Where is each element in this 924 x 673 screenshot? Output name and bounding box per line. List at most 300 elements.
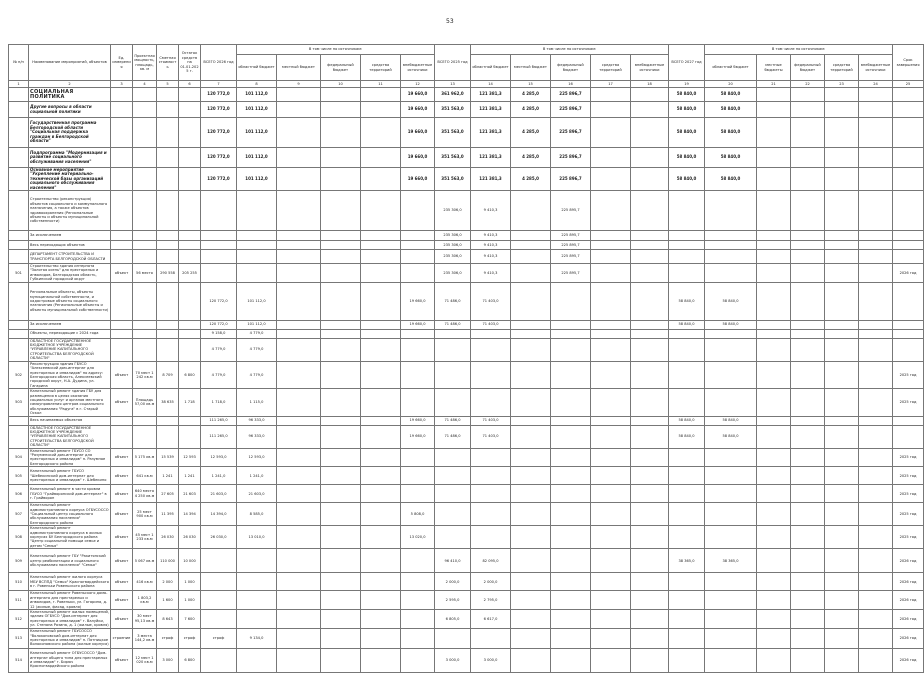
table-cell (893, 118, 924, 148)
table-cell (825, 168, 859, 191)
table-cell (277, 416, 321, 425)
table-cell: 19 660,0 (401, 168, 435, 191)
table-cell (631, 148, 669, 168)
table-cell (631, 320, 669, 329)
column-number: 4 (133, 81, 157, 88)
table-cell (825, 628, 859, 648)
table-cell (757, 425, 791, 448)
table-cell (133, 320, 157, 329)
table-cell (859, 320, 893, 329)
table-cell (277, 118, 321, 148)
table-cell (321, 549, 361, 573)
table-cell (631, 425, 669, 448)
table-cell: 641 кв.м (133, 467, 157, 485)
table-cell (321, 416, 361, 425)
table-cell: 351 563,0 (435, 102, 471, 118)
table-cell (361, 320, 401, 329)
table-cell: 14 394 (179, 503, 201, 526)
table-cell: 2 000 (157, 573, 179, 591)
table-cell: 58 840,0 (705, 168, 757, 191)
table-cell (791, 168, 825, 191)
table-cell (401, 191, 435, 231)
table-cell: 120 772,0 (201, 102, 237, 118)
table-cell: 4 285,0 (511, 148, 551, 168)
table-cell (361, 425, 401, 448)
table-cell (511, 329, 551, 338)
table-cell: 2026 год (893, 648, 924, 672)
table-cell (591, 329, 631, 338)
table-cell (669, 467, 705, 485)
table-cell (111, 425, 133, 448)
table-cell (669, 241, 705, 250)
table-cell (9, 250, 29, 264)
table-cell: 2025 год (893, 467, 924, 485)
table-cell (157, 320, 179, 329)
table-cell: 2026 год (893, 609, 924, 628)
sub-header: внебюджетные источники (401, 55, 435, 81)
table-cell (9, 241, 29, 250)
table-cell (791, 329, 825, 338)
table-cell (591, 591, 631, 610)
table-cell (133, 416, 157, 425)
table-cell: 19 660,0 (401, 118, 435, 148)
table-cell (133, 148, 157, 168)
table-cell (591, 231, 631, 241)
table-cell: Строительство (реконструкция) объектов социального и коммунального назначения, а также объектов здравоохранения (Региональные объекты и объекты муниципальной собственности) (29, 191, 111, 231)
table-cell (179, 329, 201, 338)
table-cell: 6 805,0 (435, 609, 471, 628)
table-cell (471, 338, 511, 361)
table-cell (511, 191, 551, 231)
table-cell (9, 168, 29, 191)
table-cell (9, 282, 29, 320)
table-cell (631, 389, 669, 416)
table-cell (551, 282, 591, 320)
table-cell (825, 282, 859, 320)
table-cell (591, 148, 631, 168)
table-cell: 26 030 (157, 526, 179, 549)
table-cell (631, 549, 669, 573)
table-cell (859, 102, 893, 118)
sub-header: средства территорий (361, 55, 401, 81)
table-cell (321, 241, 361, 250)
table-cell: 225 895,7 (551, 191, 591, 231)
table-cell (321, 526, 361, 549)
table-cell: 71 486,0 (435, 416, 471, 425)
table-cell (321, 503, 361, 526)
table-row (9, 250, 924, 264)
table-cell: 71 403,0 (471, 425, 511, 448)
table-cell (201, 264, 237, 283)
sub-header: местный бюджет (511, 55, 551, 81)
column-number: 3 (111, 81, 133, 88)
table-cell (591, 191, 631, 231)
table-cell (591, 549, 631, 573)
sub-header: областной бюджет (237, 55, 277, 81)
table-cell (631, 118, 669, 148)
table-cell (111, 88, 133, 102)
table-cell (9, 416, 29, 425)
table-cell (591, 250, 631, 264)
table-cell: 5 067 кв.м (133, 549, 157, 573)
table-cell (277, 241, 321, 250)
table-cell (757, 264, 791, 283)
table-row (9, 591, 924, 610)
table-cell (471, 361, 511, 388)
table-cell (321, 118, 361, 148)
table-cell: 235 306,0 (435, 241, 471, 250)
table-cell: 19 660,0 (401, 282, 435, 320)
table-cell (705, 503, 757, 526)
table-cell (591, 264, 631, 283)
table-row (9, 485, 924, 503)
table-cell (791, 628, 825, 648)
table-cell (511, 338, 551, 361)
table-cell (511, 320, 551, 329)
table-cell: 510 (9, 573, 29, 591)
table-cell (791, 88, 825, 102)
table-cell (471, 485, 511, 503)
table-cell: 225 896,7 (551, 102, 591, 118)
table-cell: 4 779,0 (237, 338, 277, 361)
table-cell (591, 282, 631, 320)
table-cell: 21 603 (179, 485, 201, 503)
table-cell (551, 320, 591, 329)
table-cell (791, 361, 825, 388)
table-cell: 121 381,3 (471, 148, 511, 168)
table-cell (237, 573, 277, 591)
table-cell (893, 191, 924, 231)
table-cell (133, 282, 157, 320)
table-cell (511, 425, 551, 448)
table-cell (757, 648, 791, 672)
table-row (9, 389, 924, 416)
table-cell: 416 кв.м (133, 573, 157, 591)
table-cell (757, 573, 791, 591)
column-number: 19 (669, 81, 705, 88)
table-cell (705, 573, 757, 591)
table-cell (111, 102, 133, 118)
table-row (9, 102, 924, 118)
table-cell: 2 595,0 (435, 591, 471, 610)
table-cell: 120 772,0 (201, 168, 237, 191)
table-cell: 70 мест 1 242 кв.м (133, 361, 157, 388)
table-cell (321, 648, 361, 672)
table-cell (669, 389, 705, 416)
table-cell (631, 591, 669, 610)
table-cell: 501 (9, 264, 29, 283)
table-cell (401, 361, 435, 388)
table-cell: За исключением (29, 320, 111, 329)
table-cell (111, 338, 133, 361)
table-cell (277, 250, 321, 264)
table-cell (825, 191, 859, 231)
table-row (9, 361, 924, 388)
table-cell (893, 282, 924, 320)
table-cell (133, 102, 157, 118)
table-cell (859, 148, 893, 168)
table-cell (401, 591, 435, 610)
table-cell: Весь переходящих объектов (29, 241, 111, 250)
table-cell: 505 (9, 467, 29, 485)
table-cell (201, 250, 237, 264)
table-cell: 120 772,0 (201, 148, 237, 168)
table-cell (361, 361, 401, 388)
table-cell (157, 191, 179, 231)
table-cell: 351 563,0 (435, 118, 471, 148)
table-cell (277, 361, 321, 388)
table-cell (157, 329, 179, 338)
table-cell: 110 000 (157, 549, 179, 573)
table-cell (401, 250, 435, 264)
table-cell (631, 250, 669, 264)
table-cell (591, 503, 631, 526)
table-cell (179, 118, 201, 148)
table-cell (825, 648, 859, 672)
table-cell (551, 648, 591, 672)
table-cell: 1 600 (157, 591, 179, 610)
table-cell: 96 410,0 (435, 549, 471, 573)
table-cell (757, 102, 791, 118)
table-cell (791, 241, 825, 250)
table-cell: 58 840,0 (669, 416, 705, 425)
table-cell (511, 250, 551, 264)
table-cell: 30 мест 95,13 кв.м (133, 609, 157, 628)
table-cell (361, 148, 401, 168)
table-cell: 4 285,0 (511, 168, 551, 191)
table-cell: 101 112,0 (237, 148, 277, 168)
table-cell: 511 (9, 591, 29, 610)
table-cell (705, 485, 757, 503)
table-cell: 8 709 (157, 361, 179, 388)
table-cell (551, 416, 591, 425)
table-cell: Капитальный ремонт жилого корпуса МБУ ВСППД "Семья" Красногвардейского в г. Ровеньки Ровеньского района (29, 573, 111, 591)
table-cell (179, 250, 201, 264)
table-cell (791, 485, 825, 503)
table-cell (859, 250, 893, 264)
table-cell (825, 526, 859, 549)
table-cell (631, 241, 669, 250)
table-cell (361, 416, 401, 425)
table-cell: 9 410,3 (471, 191, 511, 231)
table-cell: 58 840,0 (705, 148, 757, 168)
table-cell: 2026 год (893, 573, 924, 591)
table-cell (401, 264, 435, 283)
table-cell (757, 338, 791, 361)
table-cell: 1 241,0 (237, 467, 277, 485)
table-cell: 8 585,0 (237, 503, 277, 526)
table-cell (133, 168, 157, 191)
table-cell (511, 648, 551, 672)
table-cell (551, 467, 591, 485)
table-cell (237, 241, 277, 250)
table-cell (669, 628, 705, 648)
table-cell: 290 558 (157, 264, 179, 283)
column-number: 17 (591, 81, 631, 88)
table-cell: 38 635 (157, 389, 179, 416)
table-cell: Весь начинаемых объектов (29, 416, 111, 425)
table-cell: 2026 год (893, 264, 924, 283)
table-cell (179, 416, 201, 425)
table-cell (201, 609, 237, 628)
table-cell (825, 573, 859, 591)
sub-header: местный бюджет (277, 55, 321, 81)
table-cell: объект (111, 549, 133, 573)
table-cell: 1 803,2 кв.м (133, 591, 157, 610)
table-cell: 11 395 (157, 503, 179, 526)
table-cell (321, 231, 361, 241)
table-cell (859, 191, 893, 231)
table-cell (825, 389, 859, 416)
table-cell (791, 389, 825, 416)
table-cell (591, 241, 631, 250)
table-cell (321, 282, 361, 320)
table-cell (825, 485, 859, 503)
table-cell (705, 250, 757, 264)
table-cell (435, 329, 471, 338)
table-cell (591, 361, 631, 388)
table-cell: 1 241,0 (201, 467, 237, 485)
table-cell (825, 425, 859, 448)
column-number: 22 (791, 81, 825, 88)
table-cell: 101 112,0 (237, 102, 277, 118)
column-number: 10 (321, 81, 361, 88)
table-cell: 502 (9, 361, 29, 388)
table-cell: 12 593,0 (201, 448, 237, 467)
table-cell (201, 231, 237, 241)
table-cell: 101 112,0 (237, 320, 277, 329)
table-cell (133, 329, 157, 338)
table-cell: 8 643 (157, 609, 179, 628)
table-cell (669, 329, 705, 338)
table-cell (237, 250, 277, 264)
table-cell (179, 88, 201, 102)
table-cell (859, 416, 893, 425)
table-cell (631, 102, 669, 118)
table-cell: 58 840,0 (669, 88, 705, 102)
sub-header: областной бюджет (705, 55, 757, 81)
table-cell (401, 338, 435, 361)
table-cell (757, 320, 791, 329)
table-cell (111, 282, 133, 320)
table-cell (471, 503, 511, 526)
table-cell (551, 609, 591, 628)
table-cell (757, 549, 791, 573)
table-cell (133, 338, 157, 361)
table-cell: 2025 год (893, 503, 924, 526)
table-cell (277, 467, 321, 485)
table-cell (237, 648, 277, 672)
table-cell: 225 895,7 (551, 264, 591, 283)
table-cell (825, 609, 859, 628)
table-cell (277, 329, 321, 338)
table-cell (277, 231, 321, 241)
table-cell (669, 250, 705, 264)
table-cell (791, 467, 825, 485)
table-cell (551, 485, 591, 503)
table-cell (757, 118, 791, 148)
table-cell (111, 250, 133, 264)
table-cell (157, 250, 179, 264)
table-row (9, 573, 924, 591)
table-cell (321, 425, 361, 448)
column-number: 5 (157, 81, 179, 88)
table-cell (361, 503, 401, 526)
table-cell (237, 264, 277, 283)
table-cell (825, 241, 859, 250)
table-cell (277, 389, 321, 416)
table-cell (277, 191, 321, 231)
table-cell (631, 467, 669, 485)
table-cell (157, 102, 179, 118)
table-cell (791, 416, 825, 425)
table-row (9, 416, 924, 425)
table-cell: 506 (9, 485, 29, 503)
sub-header: федеральный бюджет (791, 55, 825, 81)
table-cell (435, 628, 471, 648)
table-cell (825, 102, 859, 118)
table-cell (791, 264, 825, 283)
table-cell (511, 503, 551, 526)
table-cell (705, 241, 757, 250)
table-cell (757, 389, 791, 416)
table-cell (201, 549, 237, 573)
table-cell: 1 241 (179, 467, 201, 485)
table-cell (705, 526, 757, 549)
table-cell: 58 840,0 (705, 282, 757, 320)
table-cell (277, 485, 321, 503)
table-cell (757, 628, 791, 648)
table-cell (859, 425, 893, 448)
table-cell: 3 000,0 (435, 648, 471, 672)
table-cell (859, 329, 893, 338)
table-cell: Строительство здания интерната "Золотая осень" для престарелых и инвалидов, Белгородская область, Губкинский городской округ (29, 264, 111, 283)
table-cell (591, 168, 631, 191)
table-cell (893, 168, 924, 191)
table-cell (893, 425, 924, 448)
table-cell: 58 840,0 (705, 416, 757, 425)
table-cell (511, 361, 551, 388)
col-bal: Остаток средств на 01.01.2025 г. (179, 45, 201, 81)
table-cell (591, 573, 631, 591)
table-cell: объект (111, 648, 133, 672)
table-cell: Капитальный ремонт ГБУСОССО "Волоконовский дом-интернат для престарелых и инвалидов" п. Пятницкое Волоконовского района (жилые корпуса) (30, 629, 109, 647)
table-cell (401, 241, 435, 250)
table-cell (277, 320, 321, 329)
table-cell: 101 112,0 (237, 118, 277, 148)
table-cell (591, 88, 631, 102)
table-cell (133, 88, 157, 102)
sub-header: внебюджетные источники (859, 55, 893, 81)
table-cell (631, 191, 669, 231)
table-cell (859, 467, 893, 485)
table-cell: Капитальный ремонт административного корпуса в жилых корпусах БУ Белгородского района "Центр социальной помощи семье и детям "Семья" (29, 526, 111, 549)
table-cell: 225 895,7 (551, 241, 591, 250)
column-number: 16 (551, 81, 591, 88)
table-cell (201, 241, 237, 250)
table-cell: 351 563,0 (435, 168, 471, 191)
col-sources-1: В том числе по источникам: (237, 45, 435, 55)
table-cell (631, 448, 669, 467)
table-cell (361, 591, 401, 610)
table-cell (237, 609, 277, 628)
table-cell (179, 282, 201, 320)
table-cell (757, 361, 791, 388)
table-cell: 58 840,0 (669, 168, 705, 191)
table-cell (361, 467, 401, 485)
table-cell (111, 329, 133, 338)
table-cell (277, 503, 321, 526)
